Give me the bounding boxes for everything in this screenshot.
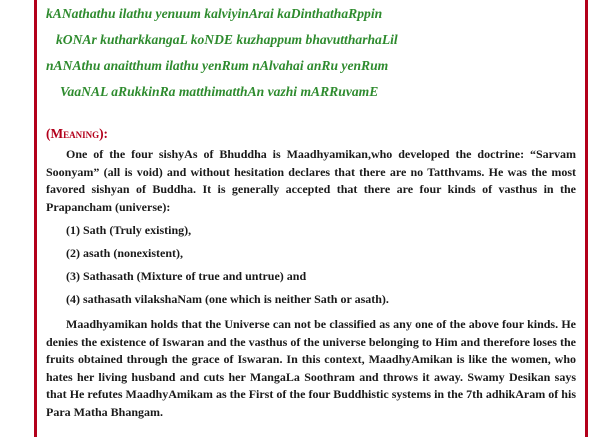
verse-line-4: VaaNAL aRukkinRa matthimatthAn vazhi mARRuvamE [60,84,379,99]
meaning-paragraph-1: One of the four sishyAs of Bhuddha is Maadhyamikan,who developed the doctrine: “Sarvam Soonyam” (all is void) and without hesitation declares that there are no Tatthvams. He was the most favored sishyan of Buddha. It is generally accepted that there are four kinds of vasthus in the Prapancham (universe): [46,147,576,214]
vasthu-list-item-3: (3) Sathasath (Mixture of true and untrue) and [66,269,307,283]
page-border-right [585,0,588,437]
verse-line-2: kONAr kutharkkangaL koNDE kuzhappum bhavuttharhaLil [56,32,398,47]
vasthu-list-item-2: (2) asath (nonexistent), [66,246,183,260]
verse-line-1: kANathathu ilathu yenuum kalviyinArai kaDinthathaRppin [46,6,383,21]
meaning-heading: (Meaning): [46,126,109,141]
vasthu-list-item-1: (1) Sath (Truly existing), [66,223,192,237]
verse-line-3: nANAthu anaitthum ilathu yenRum nAlvahai anRu yenRum [46,58,389,73]
vasthu-list-item-4: (4) sathasath vilakshaNam (one which is neither Sath or asath). [66,292,389,306]
meaning-paragraph-2: Maadhyamikan holds that the Universe can not be classified as any one of the above four kinds. He denies the existence of Iswaran and the vasthus of the universe belonging to Him and therefore loses the fruits obtained through the grace of Iswaran. In this context, MaadhyAmikan is like the women, who hates her living husband and cuts her MangaLa Soothram and throws it away. Swamy Desikan says that He refutes MaadhyAmikam as the First of the four Buddhistic systems in the 7th adhikAram of his Para Matha Bhangam. [46,317,576,419]
page-border-left [34,0,37,437]
